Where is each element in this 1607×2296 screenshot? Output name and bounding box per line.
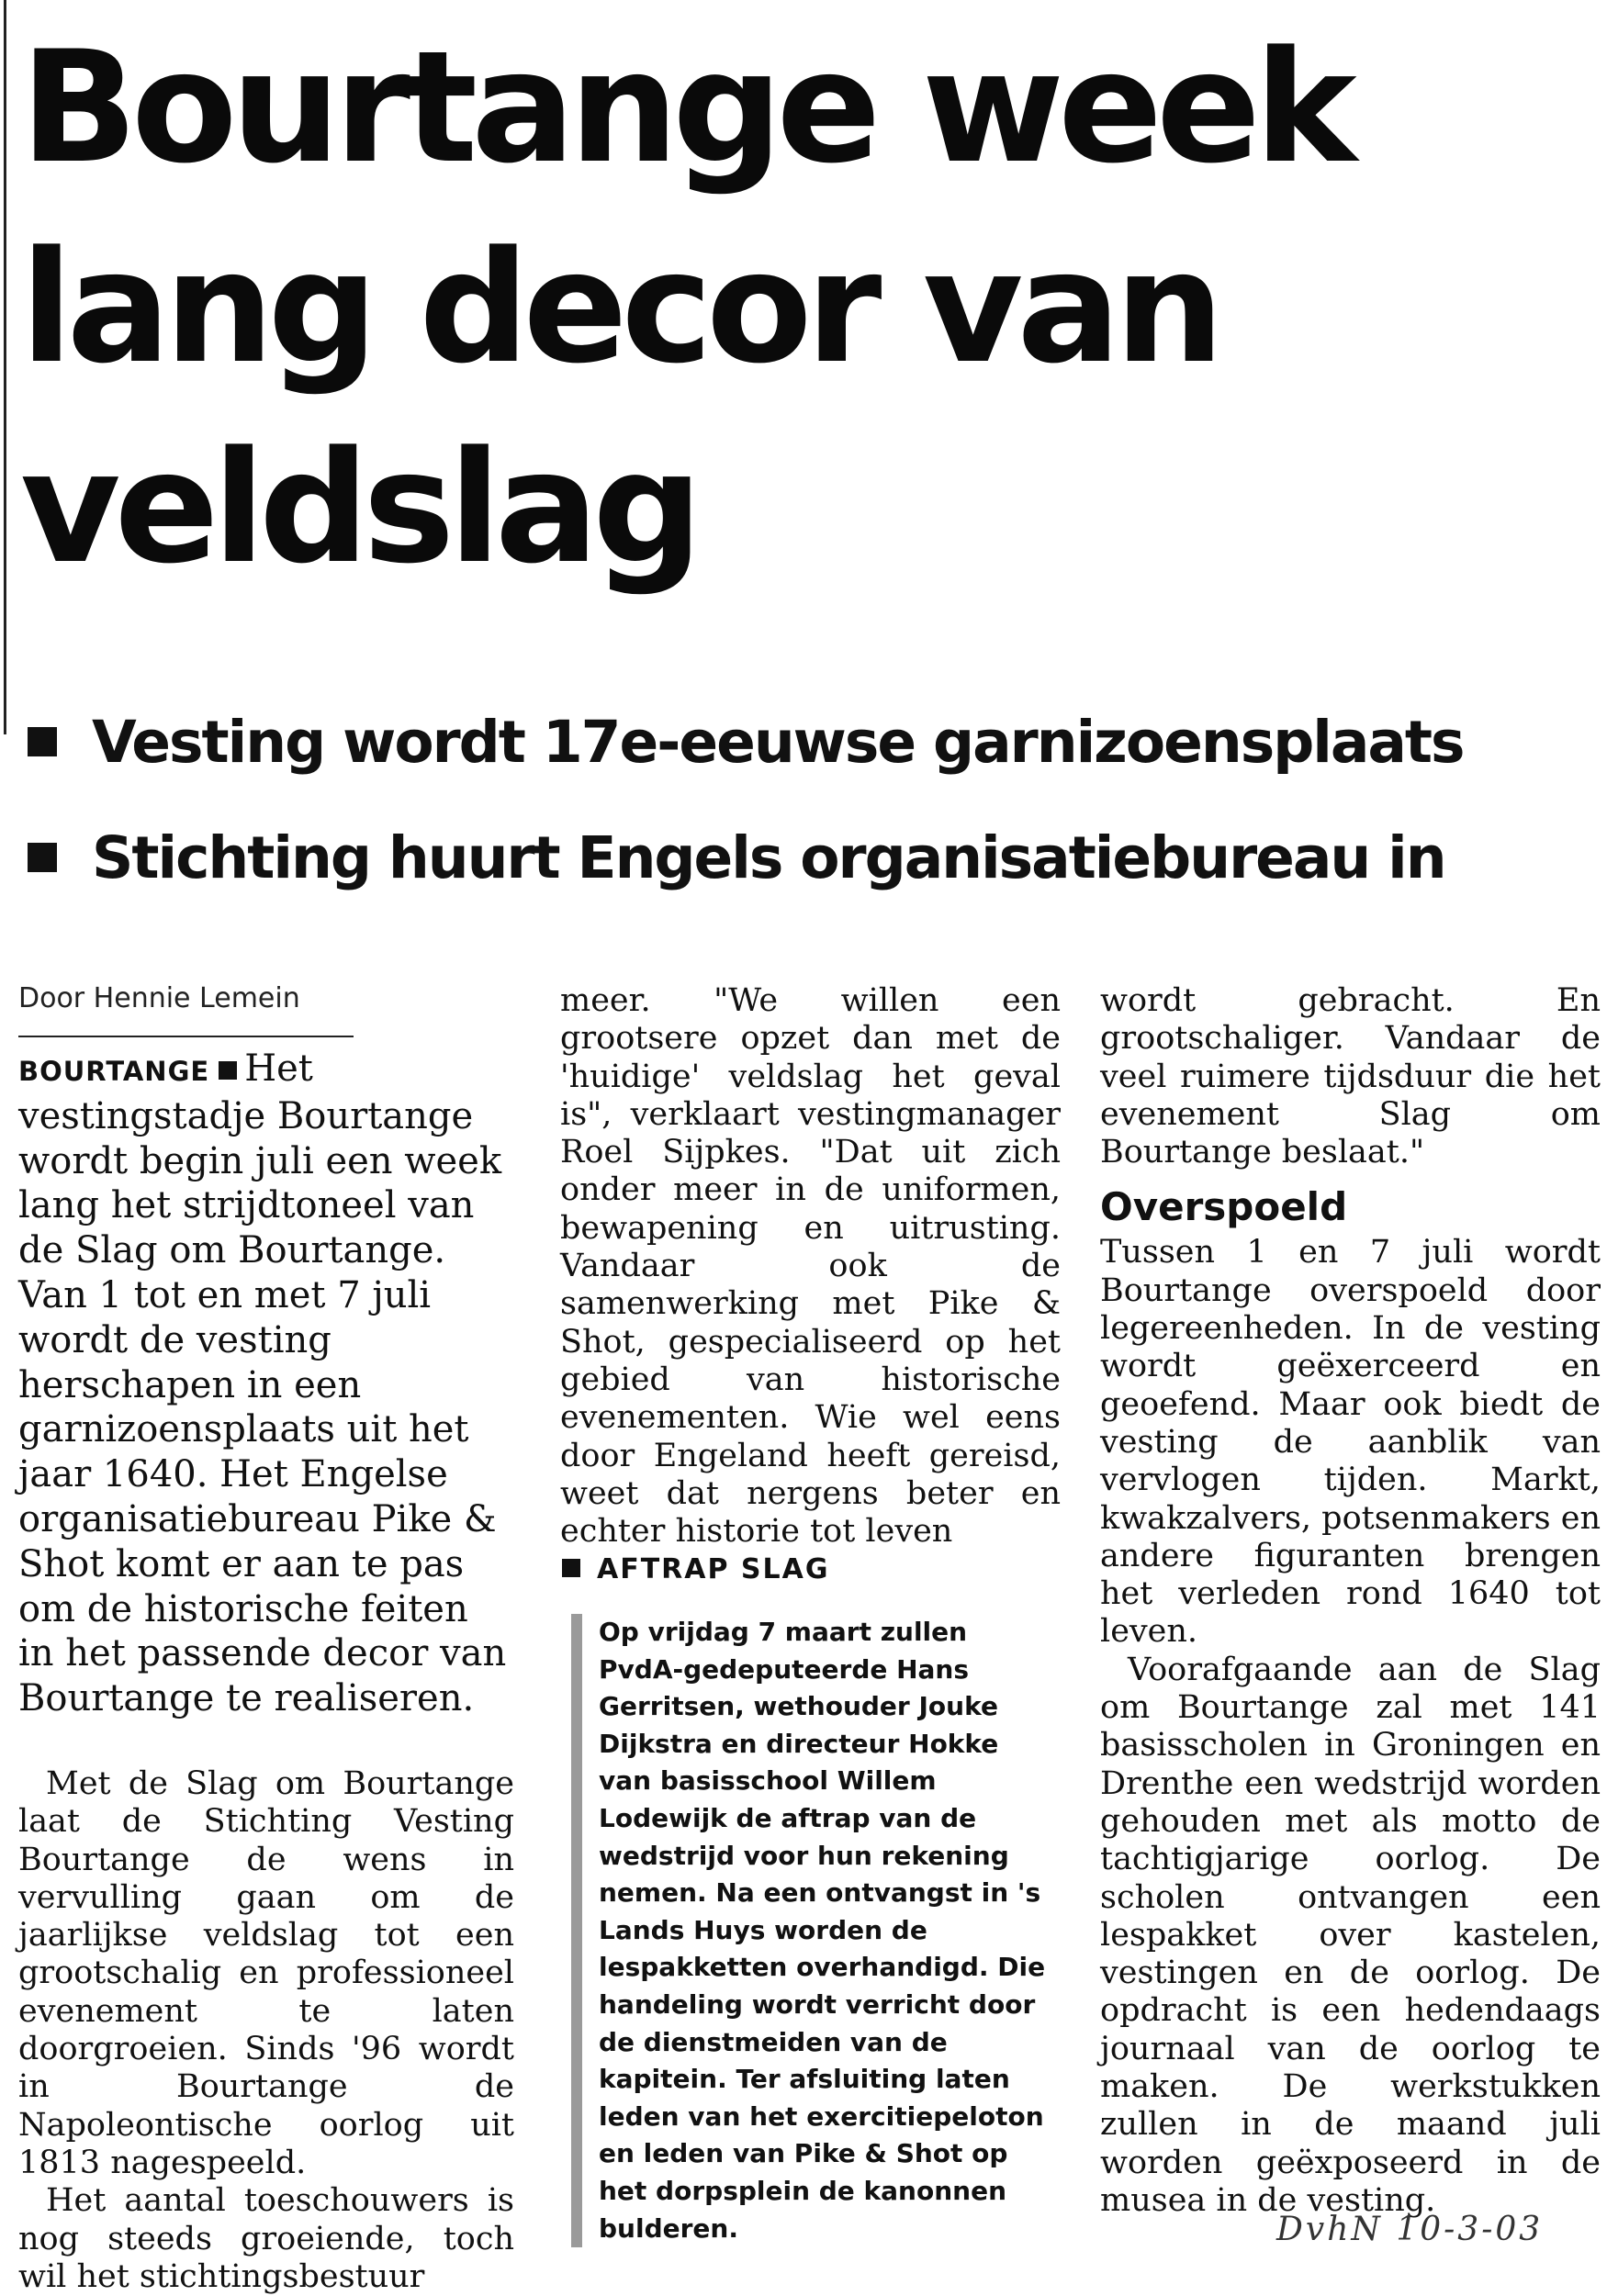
subhead-2: [28, 824, 1445, 892]
sidebar-heading: [562, 1553, 830, 1585]
sidebar-box: [571, 1614, 1058, 2247]
byline: Door Hennie Lemein: [18, 982, 300, 1014]
headline-line-2: lang decor van: [20, 218, 1219, 398]
byline-rule: [18, 1036, 354, 1037]
column-3-paragraph-1: wordt gebracht. En grootschaliger. Vandaar de veel ruimere tijdsduur die het evenement Slag om Bourtange beslaat.": [1100, 982, 1601, 1171]
column-1-paragraph-3: Het aantal toeschouwers is nog steeds groeiende, toch wil het stichtingsbestuur: [18, 2182, 514, 2295]
lead-text: Het vestingstadje Bourtange wordt begin juli een week lang het strijdtoneel van de Slag om Bourtange. Van 1 tot en met 7 juli wordt de vesting herschapen in een garnizoensplaats uit het jaar 1640. Het Engelse organisatiebureau Pike & Shot komt er aan te pas om de historische feiten in het passende decor van Bourtange te realiseren.: [18, 1047, 507, 1720]
headline-line-1: Bourtange week: [20, 17, 1351, 197]
headline: [20, 7, 1581, 608]
square-bullet-icon: [28, 843, 57, 872]
sidebar-heading-text: AFTRAP SLAG: [597, 1553, 830, 1585]
headline-line-3: veldslag: [20, 418, 697, 598]
subhead-1: [28, 709, 1464, 777]
dateline: BOURTANGE: [18, 1056, 210, 1087]
section-subhead: Overspoeld: [1100, 1184, 1348, 1230]
left-margin-rule: [4, 0, 6, 734]
column-3-paragraph-2: Tussen 1 en 7 juli wordt Bourtange overspoeld door legereenheden. In de vesting wordt geëxerceerd en geoefend. Maar ook biedt de vesting de aanblik van vervlogen tijden. Markt, kwakzalvers, potsenmakers en andere figuranten brengen het verleden rond 1640 tot leven.: [1100, 1234, 1601, 1651]
handwritten-source-note: DvhN 10-3-03: [1276, 2211, 1544, 2248]
sidebar-paragraph: Op vrijdag 7 maart zullen PvdA-gedeputeerde Hans Gerritsen, wethouder Jouke Dijkstra en directeur Hokke van basisschool Willem Lodewijk de aftrap van de wedstrijd voor hun rekening nemen. Na een ontvangst in 's Lands Huys worden de lespakketten overhandigd. Die handeling wordt verricht door de dienstmeiden van de kapitein. Ter afsluiting laten leden van het exercitiepeloton en leden van Pike & Shot op het dorpsplein de kanonnen bulderen.: [599, 1617, 1046, 2244]
subhead-2-text: Stichting huurt Engels organisatiebureau in: [92, 824, 1445, 891]
article-column-3: [1100, 982, 1601, 2220]
column-2-paragraph-1: meer. "We willen een grootsere opzet dan met de 'huidige' veldslag het geval is", verklaart vestingmanager Roel Sijpkes. "Dat uit zich onder meer in de uniformen, bewapening en uitrusting. Vandaar ook de samenwerking met Pike & Shot, gespecialiseerd op het gebied van historische evenementen. Wie wel eens door Engeland heeft gereisd, weet dat nergens beter en echter historie tot leven: [560, 982, 1061, 1551]
square-bullet-icon: [219, 1061, 237, 1080]
square-bullet-icon: [28, 727, 57, 756]
article-column-2: [560, 982, 1061, 1551]
square-bullet-icon: [562, 1559, 580, 1577]
lead-paragraph: [18, 1047, 514, 1721]
article-column-1: [18, 1047, 514, 2296]
subhead-1-text: Vesting wordt 17e-eeuwse garnizoensplaats: [92, 709, 1464, 776]
sidebar-text: [599, 1614, 1056, 2247]
sidebar-accent-bar: [571, 1614, 582, 2247]
column-1-paragraph-2: Met de Slag om Bourtange laat de Stichting Vesting Bourtange de wens in vervulling gaan om de jaarlijkse veldslag tot een grootschalig en professioneel evenement te laten doorgroeien. Sinds '96 wordt in Bourtange de Napoleontische oorlog uit 1813 nagespeeld.: [18, 1764, 514, 2181]
column-3-paragraph-3: Voorafgaande aan de Slag om Bourtange zal met 141 basisscholen in Groningen en Drenthe een wedstrijd worden gehouden met als motto de tachtigjarige oorlog. De scholen ontvangen een lespakket over kastelen, vestingen en de oorlog. De opdracht is een hedendaags journaal van de oorlog te maken. De werkstukken zullen in de maand juli worden geëxposeerd in de musea in de vesting.: [1100, 1651, 1601, 2219]
